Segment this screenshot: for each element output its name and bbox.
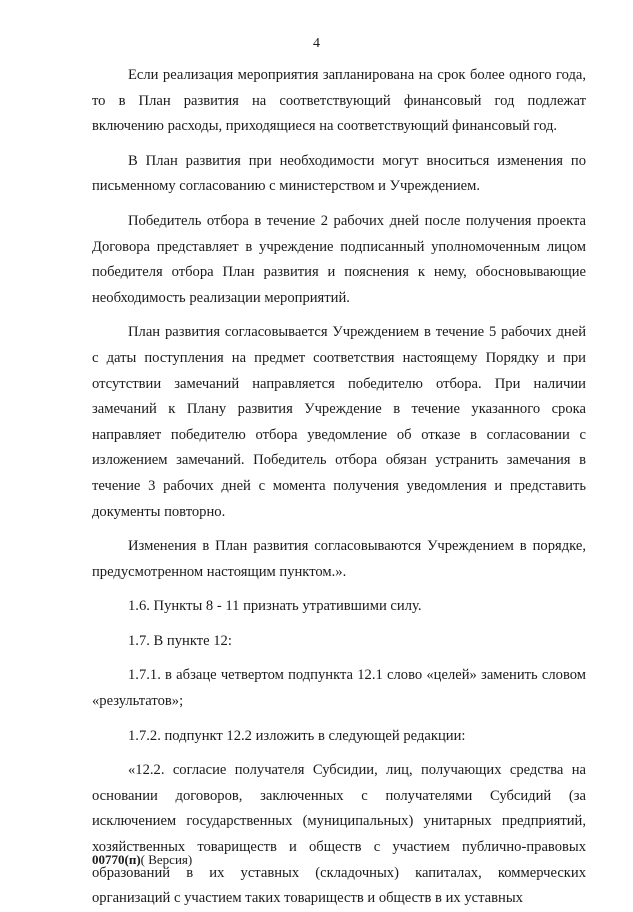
paragraph-4: План развития согласовывается Учреждением в течение 5 рабочих дней с даты поступления на предмет соответствия настоящему Порядку и при отсутствии замечаний направляется победителю отбора. При наличии замечаний к Плану развития Учреждение в течение указанного срока направляет победителю отбора уведомление об отказе в согласовании с изложением замечаний. Победитель отбора обязан устранить замечания в течение 3 рабочих дней с момента получения уведомления и представить документы повторно. [92,324,586,520]
paragraph-10: «12.2. согласие получателя Субсидии, лиц, получающих средства на основании договоров, заключенных с получателями Субсидий (за исключением государственных (муниципальных) унитарных предприятий, хозяйственных товариществ и обществ с участием публично-правовых образований в их уставных (складочных) капиталах, коммерческих организаций с участием таких товариществ и обществ в их уставных [92,762,586,907]
paragraph-8: 1.7.1. в абзаце четвертом подпункта 12.1 слово «целей» заменить словом «результатов»; [92,667,586,710]
paragraph-6: 1.6. Пункты 8 - 11 признать утратившими силу. [128,598,422,615]
document-code: 00770(п) [92,852,141,867]
paragraph-7: 1.7. В пункте 12: [128,632,232,649]
paragraph-9: 1.7.2. подпункт 12.2 изложить в следующей редакции: [128,727,466,744]
paragraph-3: Победитель отбора в течение 2 рабочих дней после получения проекта Договора представляет в учреждение подписанный уполномоченным лицом победителя отбора План развития и пояснения к нему, обосновывающие необходимость реализации мероприятий. [92,212,586,306]
paragraph-5: Изменения в План развития согласовываются Учреждением в порядке, предусмотренном настоящим пунктом.». [92,538,586,580]
version-label: ( Версия) [140,852,193,867]
page-number: 4 [313,36,320,51]
document-body [92,63,586,912]
footer-version [92,852,192,868]
paragraph-1: Если реализация мероприятия запланирована на срок более одного года, то в План развития на соответствующий финансовый год подлежат включению расходы, приходящиеся на соответствующий финансовый год. [92,67,586,135]
paragraph-2: В План развития при необходимости могут вноситься изменения по письменному согласованию с министерством и Учреждением. [92,152,586,195]
